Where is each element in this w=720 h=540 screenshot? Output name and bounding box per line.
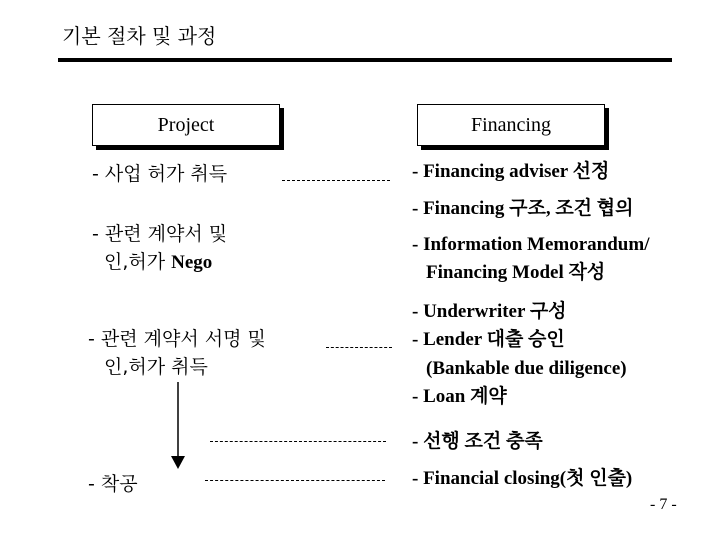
title-underline — [58, 58, 672, 62]
process-down-arrow — [168, 382, 188, 470]
financing-step-due-diligence: (Bankable due diligence) — [426, 358, 627, 379]
financing-step-lender-approval: - Lender 대출 승인 — [412, 329, 565, 350]
project-step-contract-nego-korean: 인,허가 — [104, 251, 172, 273]
financing-step-memorandum-line1: - Information Memorandum/ — [412, 234, 650, 255]
connector-permit — [282, 180, 390, 181]
project-step-sign-line2: 인,허가 취득 — [104, 356, 208, 378]
financing-step-adviser: - Financing adviser 선정 — [412, 161, 610, 182]
financing-box-label: Financing — [471, 113, 551, 136]
slide-title: 기본 절차 및 과정 — [62, 24, 217, 48]
financing-step-closing: - Financial closing(첫 인출) — [412, 468, 633, 489]
project-box-label: Project — [157, 113, 215, 136]
page-number: - 7 - — [650, 496, 677, 513]
financing-box — [417, 104, 605, 146]
project-step-contract-nego-english: Nego — [171, 252, 213, 273]
connector-conditions — [210, 441, 386, 442]
financing-step-memorandum-line2: Financing Model 작성 — [426, 262, 606, 283]
connector-sign — [326, 347, 392, 348]
project-step-sign-line1: - 관련 계약서 서명 및 — [88, 328, 266, 350]
project-step-construction: - 착공 — [88, 473, 138, 495]
connector-closing — [205, 480, 385, 481]
financing-step-underwriter: - Underwriter 구성 — [412, 301, 567, 322]
project-step-contract-nego-line1: - 관련 계약서 및 — [92, 223, 228, 245]
financing-step-loan-contract: - Loan 계약 — [412, 386, 507, 407]
project-step-permit: - 사업 허가 취득 — [92, 163, 228, 185]
project-step-contract-nego-line2 — [104, 248, 212, 277]
financing-step-conditions: - 선행 조건 충족 — [412, 431, 543, 452]
project-box — [92, 104, 280, 146]
financing-step-structure: - Financing 구조, 조건 협의 — [412, 198, 634, 219]
